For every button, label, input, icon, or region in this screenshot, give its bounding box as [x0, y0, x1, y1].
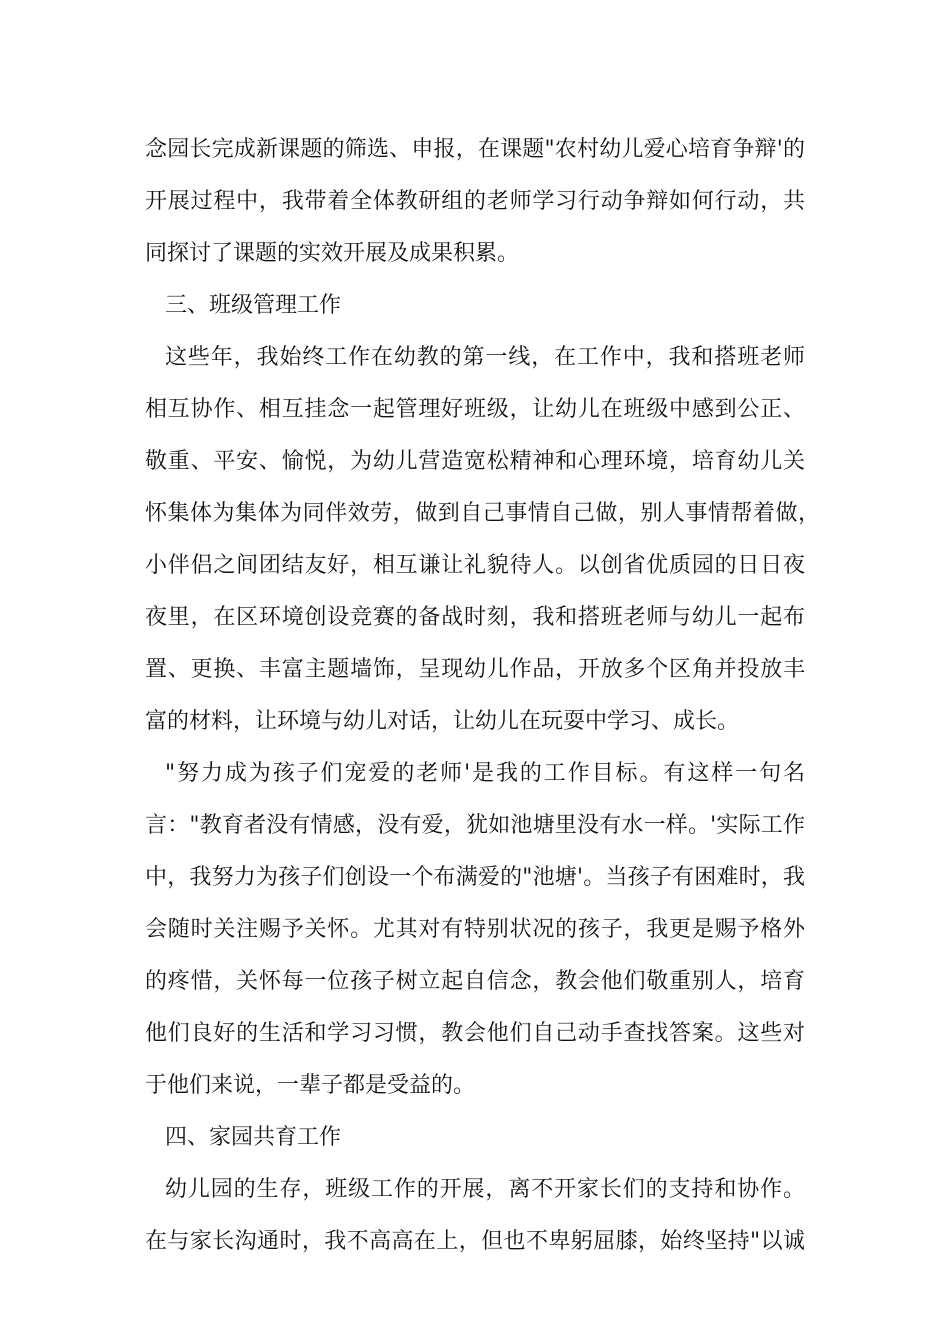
- paragraph-line: 于他们来说，一辈子都是受益的。: [145, 1073, 476, 1098]
- paragraph-line: 开展过程中，我带着全体教研组的老师学习行动争辩如何行动，共: [145, 189, 805, 214]
- paragraph-line: 念园长完成新课题的筛选、申报，在课题"农村幼儿爱心培育争辩'的: [145, 137, 805, 162]
- paragraph-line: 他们良好的生活和学习习惯，教会他们自己动手查找答案。这些对: [145, 1021, 805, 1046]
- paragraph-line: 在与家长沟通时，我不高高在上，但也不卑躬屈膝，始终坚持"以诚: [145, 1229, 805, 1254]
- paragraph-line: 置、更换、丰富主题墙饰，呈现幼儿作品，开放多个区角并投放丰: [145, 657, 805, 682]
- paragraph-line: 小伴侣之间团结友好，相互谦让礼貌待人。以创省优质园的日日夜: [145, 553, 805, 578]
- paragraph-line: 怀集体为集体为同伴效劳，做到自己事情自己做，别人事情帮着做，: [145, 501, 820, 526]
- paragraph-line: 会随时关注赐予关怀。尤其对有特别状况的孩子，我更是赐予格外: [145, 917, 805, 942]
- paragraph-line: 富的材料，让环境与幼儿对话，让幼儿在玩耍中学习、成长。: [145, 709, 740, 734]
- paragraph-line: 幼儿园的生存，班级工作的开展，离不开家长们的支持和协作。: [165, 1177, 805, 1202]
- paragraph-line: 同探讨了课题的实效开展及成果积累。: [145, 241, 520, 266]
- paragraph-line: 夜里，在区环境创设竞赛的备战时刻，我和搭班老师与幼儿一起布: [145, 605, 805, 630]
- paragraph-line: 言："教育者没有情感，没有爱，犹如池塘里没有水一样。'实际工作: [145, 813, 805, 838]
- paragraph-line: 这些年，我始终工作在幼教的第一线，在工作中，我和搭班老师: [165, 345, 805, 370]
- section-heading: 四、家园共育工作: [165, 1125, 342, 1150]
- paragraph-line: "努力成为孩子们宠爱的老师'是我的工作目标。有这样一句名: [165, 761, 805, 786]
- paragraph-line: 的疼惜，关怀每一位孩子树立起自信念，教会他们敬重别人，培育: [145, 969, 805, 994]
- section-heading: 三、班级管理工作: [165, 293, 342, 318]
- paragraph-line: 敬重、平安、愉悦，为幼儿营造宽松精神和心理环境，培育幼儿关: [145, 449, 805, 474]
- paragraph-line: 中，我努力为孩子们创设一个布满爱的"池塘'。当孩子有困难时，我: [145, 865, 805, 890]
- paragraph-line: 相互协作、相互挂念一起管理好班级，让幼儿在班级中感到公正、: [145, 397, 805, 422]
